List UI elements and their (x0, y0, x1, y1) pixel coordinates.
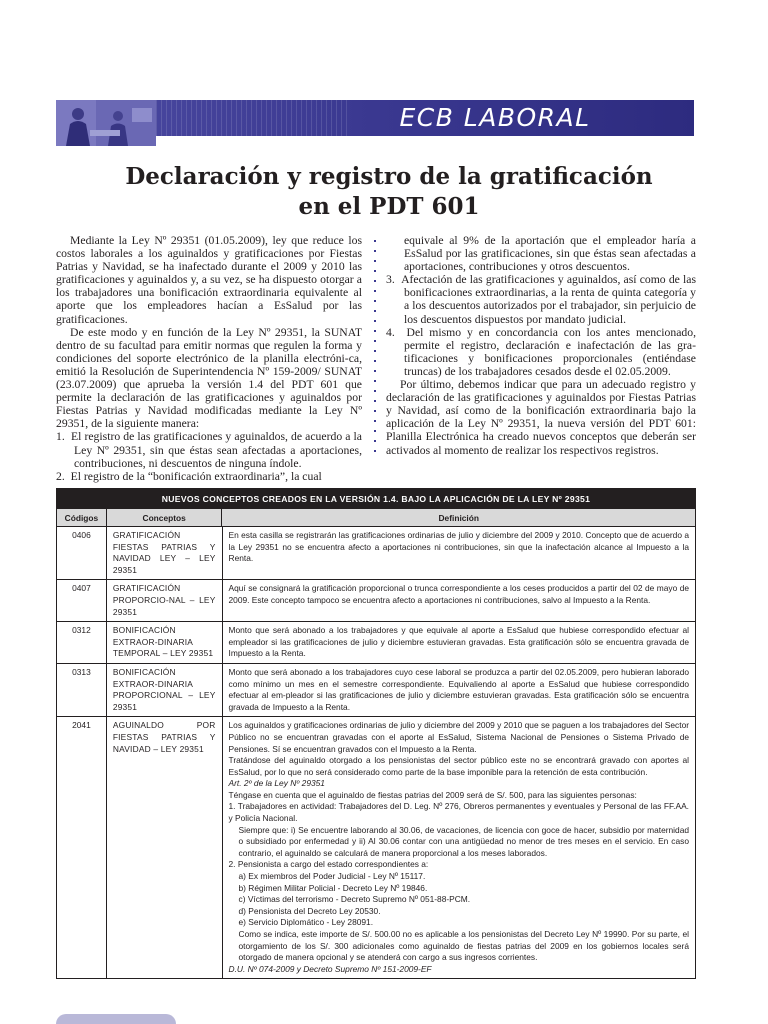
list-item: 1. El registro de las gratificaciones y aguinaldos, de acuerdo a la Ley Nº 29351, sin que éstas sean afectadas a aportaciones, contribuciones, ni descuentos de ninguna índole. (56, 430, 362, 470)
concept-cell: BONIFICACIÓN EXTRAOR-DINARIA TEMPORAL – LEY 29351 (107, 622, 223, 663)
concept-cell: BONIFICACIÓN EXTRAOR-DINARIA PROPORCIONAL – LEY 29351 (107, 664, 223, 716)
table-row (57, 527, 695, 580)
table-row (57, 580, 695, 622)
section-title: ECB LABORAL (399, 103, 591, 132)
definition-line: 1. Trabajadores en actividad: Trabajadores del D. Leg. Nº 276, Obreros permanentes y eventuales y Personal de las FF.AA. y Policía Nacional. (228, 801, 690, 824)
article-title-line2: en el PDT 601 (298, 193, 480, 220)
code-cell: 0407 (57, 580, 107, 621)
article-title-line1: Declaración y registro de la gratificación (125, 163, 653, 190)
article-body (56, 234, 696, 483)
definition-subitem: b) Régimen Militar Policial - Decreto Ley Nº 19846. (238, 882, 428, 893)
table-row (57, 622, 695, 664)
header-photo (56, 100, 156, 146)
list-item: 2. El registro de la “bonificación extraordinaria”, la cual (56, 469, 322, 483)
paragraph: De este modo y en función de la Ley Nº 29351, la SUNAT dentro de su facultad para emitir normas que regulen la forma y condiciones del soporte electrónico de la planilla electróni-ca, emitió la Resolución de Superintendencia Nº 159-2009/ SUNAT (23.07.2009) que aprueba la versión 1.4 del PDT 601 que permite la declaración de las gratificaciones y aguinaldos por Fiestas Patrias y Navidad modificadas mediante la Ley Nº 29351, de la siguiente manera: (56, 325, 362, 431)
table-caption: NUEVOS CONCEPTOS CREADOS EN LA VERSIÓN 1.4. BAJO LA APLICACIÓN DE LA LEY Nº 29351 (57, 489, 695, 509)
concepts-table (56, 488, 696, 979)
definition-line: 2. Pensionista a cargo del estado correspondientes a: (228, 859, 429, 870)
concept-cell: GRATIFICACIÓN PROPORCIO-NAL – LEY 29351 (107, 580, 223, 621)
definition-subitem: d) Pensionista del Decreto Ley 20530. (238, 905, 381, 916)
right-column (386, 234, 696, 457)
definition-line: Tratándose del aguinaldo otorgado a los pensionistas del sector público este no se encontrará gravado con aportes al EsSalud, por lo que no será considerado como parte de la base imponible para la retención de esta contribución. (228, 755, 690, 777)
definition-subitem: a) Ex miembros del Poder Judicial - Ley Nº 15117. (238, 871, 426, 882)
table-row (57, 664, 695, 717)
code-cell: 0312 (57, 622, 107, 663)
definition-cell: Monto que será abonado a los trabajadores y que equivale al aporte a EsSalud que hubiese correspondido efectuar al empleador si las gratificaciones de julio y diciembre estuvieran gravadas. Esta gratificación sólo se encuentra gravada de Impuesto a la Renta. (228, 625, 690, 659)
column-header-definition: Definición (438, 513, 479, 523)
code-cell: 2041 (57, 717, 107, 978)
list-item: 3. Afectación de las gratificaciones y aguinaldos, así como de las bonificaciones extraordinarias, a la renta de quinta categoría y a los descuentos autorizados por el trabajador, sin perjuicio de los descuentos dispuestos por mandato judicial. (386, 273, 696, 326)
definition-subitem: e) Servicio Diplomático - Ley 28091. (238, 917, 374, 928)
list-item: 4. Del mismo y en concordancia con los antes mencionado, permite el registro, declaración e inafectación de las gra-tificaciones y bonificaciones proporcionales (entiéndase truncas) de los trabajadores cesados desde el 02.05.2009. (386, 325, 696, 378)
table-row (57, 717, 695, 978)
code-cell: 0313 (57, 664, 107, 716)
definition-cell: En esta casilla se registrarán las gratificaciones ordinarias de julio y diciembre del 2009 y 2010. Concepto que de acuerdo a la Ley 29351 no se encuentra afecto a aportaciones ni contribuciones, sin que la inafectación alcance al Impuesto a la Renta. (228, 530, 690, 564)
definition-line: Téngase en cuenta que el aguinaldo de fiestas patrias del 2009 será de S/. 500, para las siguientes personas: (228, 789, 637, 800)
definition-line: Siempre que: i) Se encuentre laborando al 30.06, de vacaciones, de licencia con goce de hacer, subsidio por maternidad o subsidiado por enfermedad y ii) Al 30.06 contar con una antigüedad no menor de tres meses en el servicio. En caso contrario, el aguinaldo se calculará de manera proporcional a los meses laborados. (238, 824, 690, 858)
concept-cell: AGUINALDO POR FIESTAS PATRIAS Y NAVIDAD – LEY 29351 (107, 717, 223, 978)
definition-cell (223, 717, 696, 978)
legal-reference: Art. 2º de la Ley Nº 29351 (228, 778, 325, 789)
column-divider (374, 240, 376, 460)
table-header-row (57, 509, 695, 527)
footer-bar (56, 1014, 176, 1024)
definition-cell: Aquí se consignará la gratificación proporcional o trunca correspondiente a los ceses producidos a partir del 02 de mayo de 2009. Este concepto tampoco se encuentra afecto a aportaciones ni contribuciones, salvo al Impuesto a la Renta. (228, 583, 690, 605)
article-title (100, 162, 678, 222)
paragraph: Por último, debemos indicar que para un adecuado registro y declaración de las gratificaciones y aguinaldos por Fiestas Patrias y Navidad, así como de la bonificación extraordinaria bajo la aplicación de la Ley Nº 29351, la nueva versión del PDT 601: Planilla Electrónica ha creado nuevos conceptos que deberán ser activados al momento de realizar los respectivos registros. (386, 378, 696, 457)
list-item-continuation: equivale al 9% de la aportación que el empleador haría a EsSalud por las gratificaciones, sin que éstas sean afectadas a aportaciones, contribuciones y otros descuentos. (404, 234, 696, 274)
paragraph: Mediante la Ley Nº 29351 (01.05.2009), ley que reduce los costos laborales a los aguinaldos y gratificaciones por Fiestas Patrias y Navidad, se ha inafectado durante el 2009 y 2010 las gratificaciones y aguinaldos y, a su vez, se ha dispuesto otorgar a los trabajadores una bonificación extraordinaria equivalente al aporte que los empleadores hacían a EsSalud por las gratificaciones. (56, 234, 362, 326)
definition-line: Los aguinaldos y gratificaciones ordinarias de julio y diciembre del 2009 y 2010 que se paguen a los trabajadores del Sector Público no se encuentran gravadas con el aporte al EsSalud, Sistema Nacional de Pensiones o Sistema Privado de Pensiones. Sí se encuentran gravados con el Impuesto a la Renta. (228, 720, 690, 754)
definition-subitem: c) Víctimas del terrorismo - Decreto Supremo Nº 051-88-PCM. (238, 894, 471, 905)
column-header-concepts: Conceptos (107, 509, 223, 526)
definition-cell: Monto que será abonado a los trabajadores cuyo cese laboral se produzca a partir del 02.05.2009, pero hubieran laborado como mínimo un mes en el semestre correspondiente. Equivaliendo al aporte a EsSalud que hubiese correspondido efectuar al em-pleador si las gratificaciones de julio y diciembre estuvieran gravadas. Esta gratificación sólo se encuentra gravada de Impuesto a la Renta. (228, 666, 690, 712)
definition-line: Como se indica, este importe de S/. 500.00 no es aplicable a los pensionistas del Decreto Ley Nº 19990. Por su parte, el otorgamiento de los S/. 300 adicionales como aguinaldo de fiestas patrias del 2009 en los gobiernos locales será otorgado de manera opcional y se atenderá con cargo a sus ingresos corrientes. (238, 929, 690, 963)
legal-reference: D.U. Nº 074-2009 y Decreto Supremo Nº 151-2009-EF (228, 963, 432, 974)
code-cell: 0406 (57, 527, 107, 579)
column-header-codes: Códigos (57, 509, 107, 526)
left-column (56, 234, 362, 483)
concept-cell: GRATIFICACIÓN FIESTAS PATRIAS Y NAVIDAD LEY – LEY 29351 (107, 527, 223, 579)
